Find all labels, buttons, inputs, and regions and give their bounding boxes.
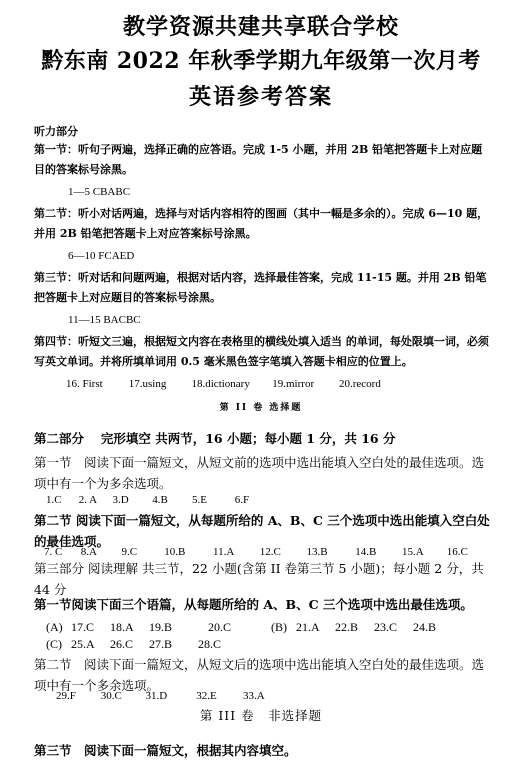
part3-section2-instructions: 第二节 阅读下面一篇短文，从短文后的选项中选出能填入空白处的最佳选项。选项中有一个多余选项。 [34, 657, 485, 693]
part2-section1-answers [46, 494, 502, 506]
answer-item: 29.F [56, 690, 76, 702]
part2-heading: 第二部分 完形填空 共两节，16 小题；每小题 1 分，共 16 分 [34, 431, 396, 446]
answer-item: 31.D [145, 690, 168, 702]
part3-heading: 第三部分 阅读理解 共三节，22 小题(含第 II 卷第三节 5 小题)；每小题 2 分，共 44 分 [34, 561, 484, 597]
volume-2-title: 第 II 卷 选择题 [219, 403, 303, 413]
answer-item: 17.C [71, 620, 95, 634]
answer-item: 24.B [413, 620, 437, 634]
answer-item: 21.A [296, 620, 320, 634]
part3-section2-answers [56, 690, 512, 702]
answer-item: 16.C [446, 546, 468, 558]
answer-item: 12.C [259, 546, 281, 558]
answer-item: 33.A [243, 690, 265, 702]
answer-item: 27.B [149, 637, 173, 651]
answer-item: 19.B [149, 620, 173, 634]
answer-item: 19.mirror [272, 378, 315, 390]
answer-item: 14.B [355, 546, 377, 558]
listening-section4-instructions: 第四节：听短文三遍，根据短文内容在表格里的横线处填入适当 的单词，每处限填一词，必须写英文单词。并将所填单词用 0.5 毫米黑色签字笔填入答题卡相应的位置上。 [34, 335, 489, 368]
part3-section1-instructions: 第一节阅读下面三个语篇，从每题所给的 A、B、C 三个选项中选出最佳选项。 [34, 597, 473, 612]
part3-section3-instructions: 第三节 阅读下面一篇短文，根据其内容填空。 [34, 743, 297, 758]
answer-item: 8.A [80, 546, 97, 558]
answer-item: 17.using [128, 378, 167, 390]
answer-item: 1.C [46, 494, 62, 506]
group-label: (B) [271, 620, 287, 634]
listening-section3-instructions: 第三节：听对话和问题两遍，根据对话内容，选择最佳答案，完成 11-15 题。并用 2B 铅笔把答题卡上对应题目的答案标号涂黑。 [34, 271, 487, 304]
answer-item: 11.A [213, 546, 235, 558]
answer-item: 4.B [152, 494, 168, 506]
answer-item: 18.dictionary [191, 378, 250, 390]
answer-key-title: 英语参考答案 [188, 84, 333, 110]
answer-item: 20.record [339, 378, 381, 390]
answer-item: 16. First [66, 378, 103, 390]
answer-item: 22.B [335, 620, 359, 634]
group-label: (A) [46, 620, 63, 634]
listening-section1-instructions: 第一节：听句子两遍，选择正确的应答语。完成 1-5 小题，并用 2B 铅笔把答题卡上对应题目的答案标号涂黑。 [34, 143, 483, 176]
part3-section1-answers-row1 [46, 620, 502, 635]
group-label: (C) [46, 637, 62, 651]
answer-item: 15.A [402, 546, 424, 558]
answer-item: 13.B [306, 546, 328, 558]
answer-item: 3.D [112, 494, 129, 506]
school-title: 教学资源共建共享联合学校 [122, 14, 399, 40]
answer-item: 26.C [110, 637, 134, 651]
answer-item: 28.C [198, 637, 222, 651]
answer-item: 20.C [208, 620, 232, 634]
answer-item: 32.E [196, 690, 217, 702]
answer-item: 9.C [121, 546, 138, 558]
answer-item: 7. C [44, 546, 63, 558]
answer-item: 18.A [110, 620, 134, 634]
listening-section4-answers [66, 378, 522, 390]
answer-item: 2. A [78, 494, 98, 506]
answer-item: 30.C [100, 690, 122, 702]
answer-item: 6.F [234, 494, 250, 506]
answer-item: 5.E [192, 494, 207, 506]
part3-section1-answers-row2 [46, 637, 502, 652]
answer-item: 10.B [164, 546, 186, 558]
exam-title: 黔东南 2022 年秋季学期九年级第一次月考 [41, 48, 481, 74]
answer-item: 25.A [71, 637, 95, 651]
listening-heading: 听力部分 [34, 125, 78, 138]
volume-3-title: 第 III 卷 非选择题 [199, 708, 323, 723]
listening-section1-answers: 1—5 CBABC [68, 186, 131, 198]
part2-section2-answers [44, 546, 500, 558]
part2-section2-instructions: 第二节 阅读下面一篇短文，从每题所给的 A、B、C 三个选项中选出能填入空白处的最佳选项。 [34, 513, 490, 549]
answer-item: 23.C [374, 620, 398, 634]
part2-section1-instructions: 第一节 阅读下面一篇短文，从短文前的选项中选出能填入空白处的最佳选项。选项中有一个为多余选项。 [34, 455, 485, 491]
listening-section2-instructions: 第二节：听小对话两遍，选择与对话内容相符的图画（其中一幅是多余的）。完成 6—10 题，并用 2B 铅笔把答题卡上对应答案标号涂黑。 [34, 207, 489, 240]
listening-section3-answers: 11—15 BACBC [68, 314, 141, 326]
listening-section2-answers: 6—10 FCAED [68, 250, 135, 262]
